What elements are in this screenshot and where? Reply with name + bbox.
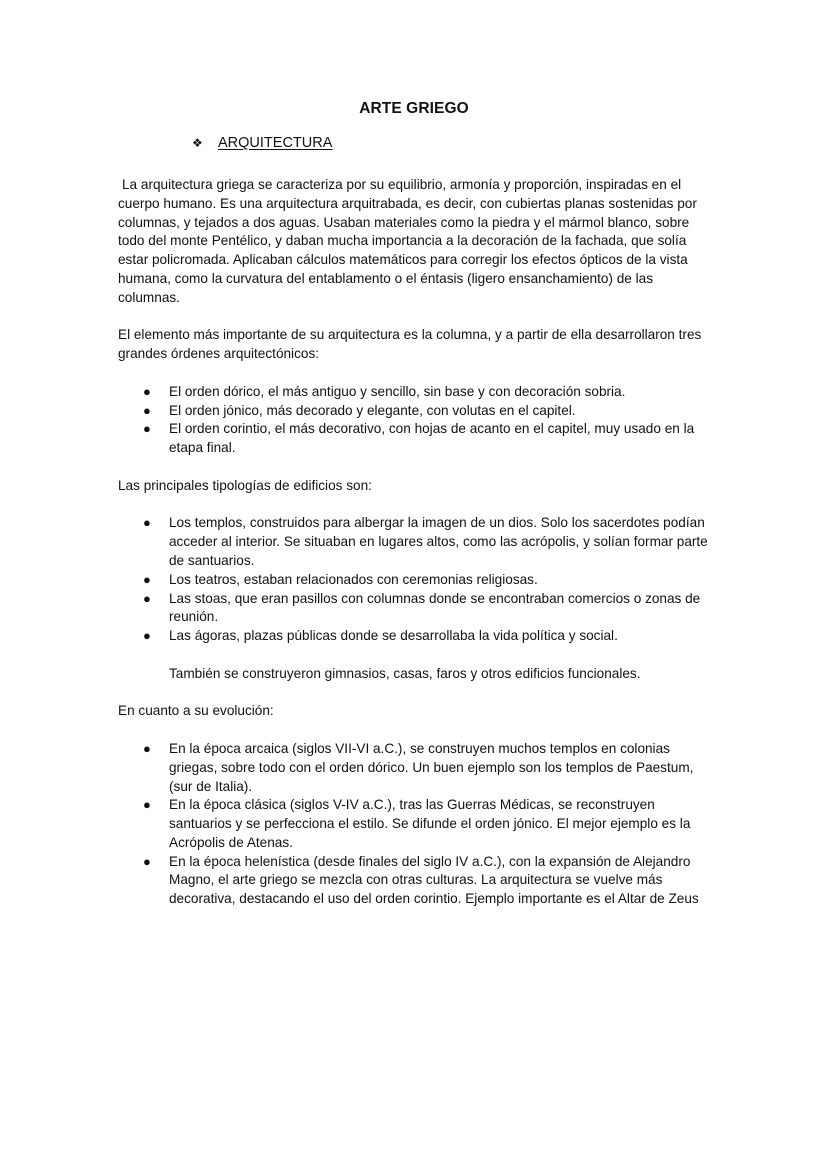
bullet-dot-icon: ● <box>143 740 151 756</box>
list-item <box>118 740 713 796</box>
list-item <box>118 402 713 421</box>
typologies-intro-paragraph: Las principales tipologías de edificios son: <box>118 477 372 493</box>
diamond-bullet-icon: ❖ <box>192 136 203 150</box>
bullet-dot-icon: ● <box>143 402 151 418</box>
page-title: ARTE GRIEGO <box>359 100 469 117</box>
list-item-text: Las ágoras, plazas públicas donde se desarrollaba la vida política y social. <box>169 628 618 644</box>
list-item-text: Los templos, construidos para albergar la imagen de un dios. Solo los sacerdotes podían acceder al interior. Se situaban en lugares altos, como las acrópolis, y solían formar parte de santuarios. <box>169 515 708 568</box>
bullet-dot-icon: ● <box>143 383 151 399</box>
bullet-dot-icon: ● <box>143 590 151 606</box>
typologies-list <box>118 514 713 646</box>
list-item <box>118 796 713 852</box>
list-item <box>118 514 713 570</box>
intro-paragraph: La arquitectura griega se caracteriza por su equilibrio, armonía y proporción, inspiradas en el cuerpo humano. Es una arquitectura arquitrabada, es decir, con cubiertas planas sostenidas por columnas, y tejados a dos aguas. Usaban materiales como la piedra y el mármol blanco, sobre todo del monte Pentélico, y daban mucha importancia a la decoración de la fachada, que solía estar policromada. Aplicaban cálculos matemáticos para corregir los efectos ópticos de la vista humana, como la curvatura del entablamento o el éntasis (ligero ensanchamiento) de las columnas. <box>118 177 697 305</box>
list-item-text: En la época clásica (siglos V-IV a.C.), tras las Guerras Médicas, se reconstruyen santuarios y se perfecciona el estilo. Se difunde el orden jónico. El mejor ejemplo es la Acrópolis de Atenas. <box>169 797 691 850</box>
list-item-text: El orden jónico, más decorado y elegante, con volutas en el capitel. <box>169 402 576 418</box>
section-heading-text: ARQUITECTURA <box>218 135 333 151</box>
bullet-dot-icon: ● <box>143 571 151 587</box>
list-item <box>118 383 713 402</box>
list-item-text: El orden dórico, el más antiguo y sencillo, sin base y con decoración sobria. <box>169 383 626 399</box>
section-heading <box>192 135 332 151</box>
list-item-text: En la época arcaica (siglos VII-VI a.C.), se construyen muchos templos en colonias griegas, sobre todo con el orden dórico. Un buen ejemplo son los templos de Paestum, (sur de Italia). <box>169 740 694 794</box>
list-item <box>118 420 713 458</box>
list-item <box>118 853 713 909</box>
bullet-dot-icon: ● <box>143 421 151 437</box>
bullet-dot-icon: ● <box>143 853 151 869</box>
list-item-text: Las stoas, que eran pasillos con columnas donde se encontraban comercios o zonas de reunión. <box>169 590 701 625</box>
bullet-dot-icon: ● <box>143 515 151 531</box>
bullet-dot-icon: ● <box>143 628 151 644</box>
evolution-intro-paragraph: En cuanto a su evolución: <box>118 703 274 719</box>
list-item-text: Los teatros, estaban relacionados con ceremonias religiosas. <box>169 571 538 587</box>
list-item <box>118 590 713 628</box>
bullet-dot-icon: ● <box>143 797 151 813</box>
list-item <box>118 571 713 590</box>
typologies-note: También se construyeron gimnasios, casas, faros y otros edificios funcionales. <box>169 665 641 681</box>
list-item-text: El orden corintio, el más decorativo, con hojas de acanto en el capitel, muy usado en la etapa final. <box>169 421 695 456</box>
evolution-list <box>118 740 713 909</box>
orders-intro-paragraph: El elemento más importante de su arquitectura es la columna, y a partir de ella desarrollaron tres grandes órdenes arquitectónicos: <box>118 327 702 362</box>
list-item <box>118 627 713 646</box>
orders-list <box>118 383 713 458</box>
list-item-text: En la época helenística (desde finales del siglo IV a.C.), con la expansión de Alejandro Magno, el arte griego se mezcla con otras culturas. La arquitectura se vuelve más decorativa, destacando el uso del orden corintio. Ejemplo importante es el Altar de Zeus <box>169 853 699 907</box>
document-body <box>118 176 713 928</box>
